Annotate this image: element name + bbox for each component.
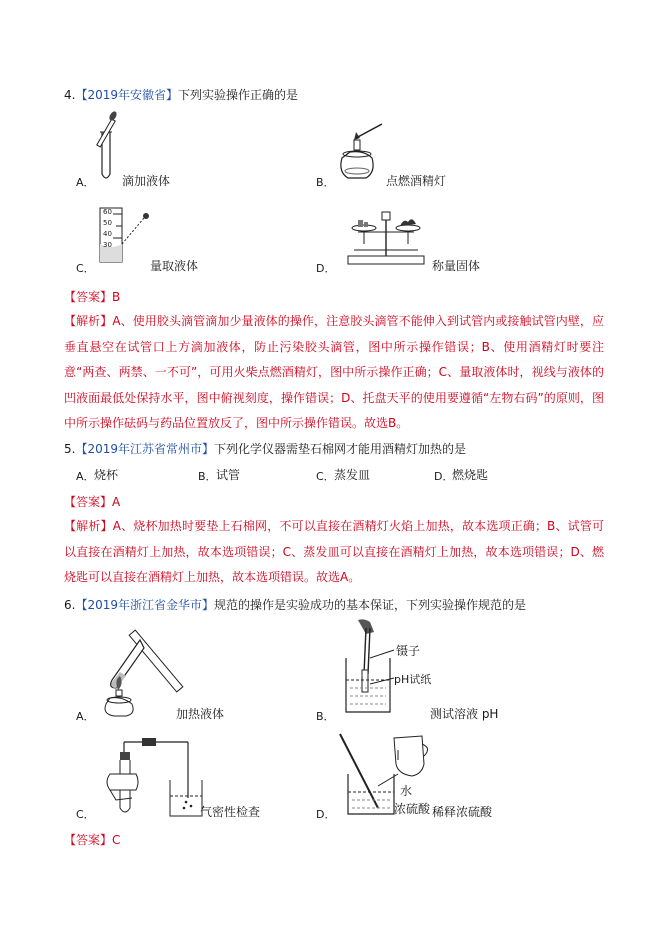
q6-number: 6.: [64, 598, 76, 612]
q5-number: 5.: [64, 442, 76, 456]
q5-option-c-letter: C．: [316, 470, 335, 483]
q5-option-a-letter: A．: [76, 470, 95, 483]
q5-answer: 【答案】A: [64, 495, 121, 509]
q6-label-tweezers: 镊子: [396, 644, 421, 658]
q5-stem-line: [64, 440, 466, 457]
q5-option-d-letter: D．: [434, 470, 454, 483]
q4-analysis: 【解析】A、使用胶头滴管滴加少量液体的操作，注意胶头滴管不能伸入到试管内或接触试管内壁，应垂直悬空在试管口上方滴加液体，防止污染胶头滴管，图中所示操作错误；B、使用酒精灯时要注意“两查、两禁、一不可”，可用火柴点燃酒精灯，图中所示操作正确；C、量取液体时，视线与液体的凹液面最低处保持水平，图中俯视刻度，操作错误；D、托盘天平的使用要遵循“左物右码”的原则，图中所示操作砝码与药品位置放反了，图中所示操作错误。故选B。: [64, 314, 604, 430]
q4-option-b-label: 点燃酒精灯: [386, 174, 447, 188]
q6-option-d-label: 稀释浓硫酸: [432, 805, 493, 819]
q5-source-tag: 【2019年江苏省常州市】: [75, 442, 214, 456]
q4-answer: 【答案】B: [64, 290, 121, 304]
q6-option-b-letter: B．: [316, 710, 335, 723]
q4-figure-b-alcohol-lamp: [334, 118, 384, 188]
q4-option-a-label: 滴加液体: [122, 174, 171, 188]
q6-stem-line: [64, 596, 526, 613]
q4-figure-d-balance: [344, 204, 428, 268]
q4-option-a-letter: A．: [76, 176, 95, 189]
q6-stem: 规范的操作是实验成功的基本保证，下列实验操作规范的是: [214, 598, 527, 612]
q4-stem-line: [64, 86, 298, 103]
q4-option-d-letter: D．: [316, 262, 336, 275]
q4-option-b-letter: B．: [316, 176, 335, 189]
q6-answer: 【答案】C: [64, 833, 121, 847]
q5-option-b-letter: B．: [198, 470, 217, 483]
q4-number: 4.: [64, 88, 76, 102]
q6-label-ph-paper: pH试纸: [394, 673, 432, 686]
q5-stem: 下列化学仪器需垫石棉网才能用酒精灯加热的是: [214, 442, 467, 456]
scale-50: 50: [103, 219, 112, 227]
q6-figure-a-heating-liquid: [92, 618, 182, 718]
scale-40: 40: [103, 230, 112, 238]
scale-30: 30: [103, 241, 112, 249]
q6-label-water: 水: [400, 784, 413, 798]
q6-option-a-label: 加热液体: [176, 707, 225, 721]
q6-figure-c-airtight-check: [96, 738, 206, 820]
q4-option-c-letter: C．: [76, 262, 95, 275]
q4-source-tag: 【2019年安徽省】: [75, 88, 178, 102]
q5-option-b-label: 试管: [216, 468, 241, 482]
q4-stem: 下列实验操作正确的是: [178, 88, 299, 102]
q6-option-c-letter: C．: [76, 808, 95, 821]
q6-figure-b-ph-test: [340, 618, 400, 718]
q4-option-c-label: 量取液体: [150, 259, 199, 273]
q6-option-c-label: 气密性检查: [200, 805, 261, 819]
q4-option-d-label: 称量固体: [432, 259, 481, 273]
q5-option-c-label: 蒸发皿: [334, 468, 371, 482]
q5-option-d-label: 燃烧匙: [452, 468, 489, 482]
q5-analysis: 【解析】A、烧杯加热时要垫上石棉网，不可以直接在酒精灯火焰上加热，故本选项正确；B、试管可以直接在酒精灯上加热，故本选项错误；C、蒸发皿可以直接在酒精灯上加热，故本选项错误；D、燃烧匙可以直接在酒精灯上加热，故本选项错误。故选A。: [64, 519, 604, 584]
q6-option-b-label: 测试溶液 pH: [430, 707, 499, 721]
q5-option-a-label: 烧杯: [94, 468, 119, 482]
q6-label-conc-acid: 浓硫酸: [394, 802, 431, 816]
q6-option-d-letter: D．: [316, 808, 336, 821]
q6-source-tag: 【2019年浙江省金华市】: [75, 598, 214, 612]
q4-cylinder-scale: [103, 207, 112, 251]
scale-60: 60: [103, 208, 112, 216]
q6-option-a-letter: A．: [76, 710, 95, 723]
